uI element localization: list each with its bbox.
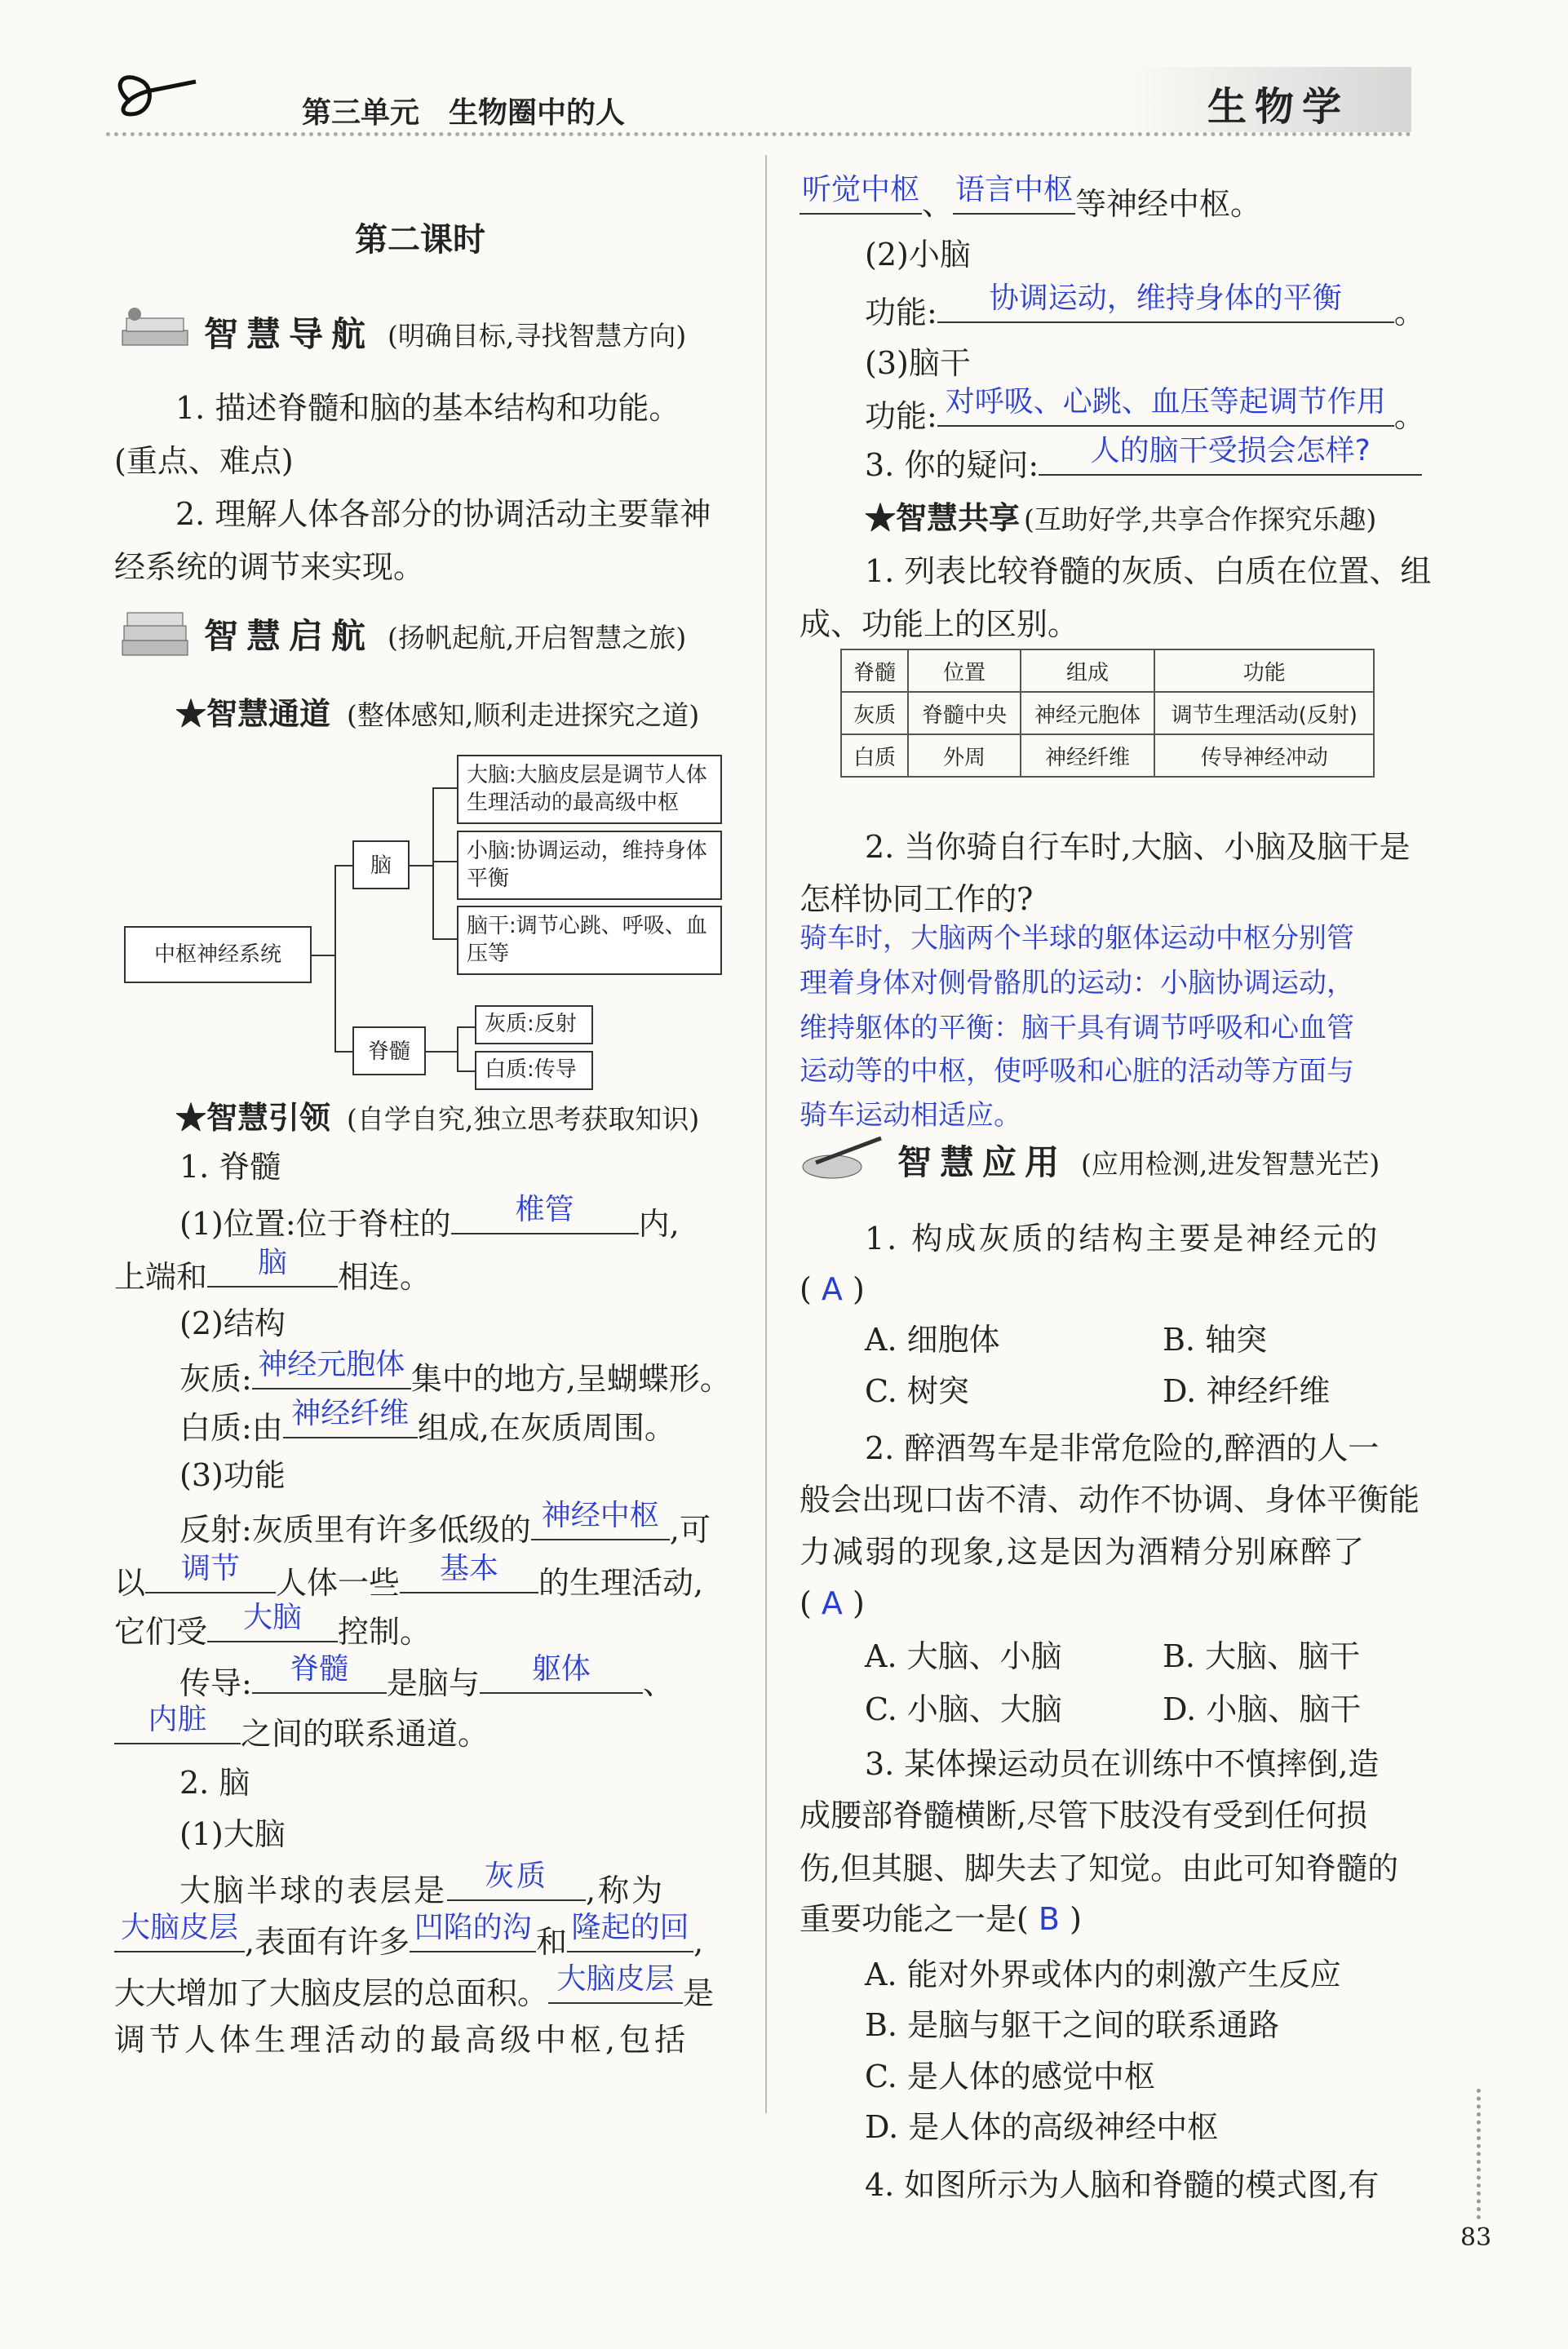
a3-stem-3: 伤,但其腿、脚失去了知觉。由此可知脊髓的 [800,1850,1399,1886]
a1-option-a[interactable]: A. 细胞体 [865,1322,1000,1358]
answer-gray-matter: 灰质 [485,1859,549,1893]
a3-option-d[interactable]: D. 是人体的高级神经中枢 [865,2109,1219,2145]
guide-subtitle: (自学自究,独立思考获取知识) [347,1103,700,1135]
diagram-connector [312,955,336,956]
q2-answer-1: 骑车时，大脑两个半球的躯体运动中枢分别管 [800,922,1354,955]
answer-gyri: 隆起的回 [571,1911,689,1944]
answer-cerebellum-fn: 协调运动，维持身体的平衡 [989,281,1342,315]
pen-icon [800,1134,889,1186]
diagram-connector [410,865,434,866]
a4-stem: 4. 如图所示为人脑和脊髓的模式图,有 [865,2167,1380,2203]
table-cell: 外周 [908,734,1020,777]
diagram-connector [432,861,457,862]
answer-spinal-cord: 脊髓 [290,1652,349,1686]
share-q1a: 1. 列表比较脊髓的灰质、白质在位置、组 [865,553,1432,589]
table-cell: 灰质 [841,692,908,734]
a2-stem-2: 般会出现口齿不清、动作不协调、身体平衡能 [800,1482,1420,1518]
a1-option-b[interactable]: B. 轴突 [1163,1322,1268,1358]
a2-answer-line: ( A ) [800,1585,865,1621]
share-q1b: 成、功能上的区别。 [800,606,1079,642]
a2-stem-1: 2. 醉酒驾车是非常危险的,醉酒的人一 [865,1430,1380,1466]
doubt: 3. 你的疑问: 人的脑干受损会怎样? [865,437,1422,490]
lesson-title: 第二课时 [355,220,485,259]
diagram-spinal: 脊髓 [352,1026,426,1075]
goal-1b: (重点、难点) [114,443,294,479]
diagram-connector [432,787,434,938]
diagram-connector [457,1026,458,1071]
header-divider [106,132,1411,136]
table-cell: 脊髓 [841,649,908,692]
a1-answer: A [821,1271,843,1307]
q2-answer-3: 维持躯体的平衡：脑干具有调节呼吸和心血管 [800,1012,1354,1044]
answer-cell-body: 神经元胞体 [258,1348,405,1381]
answer-cerebrum: 大脑 [243,1601,303,1634]
apply-title: 智慧应用 [897,1142,1068,1182]
share-q2b: 怎样协同工作的? [800,881,1034,917]
a1-option-c[interactable]: C. 树突 [865,1373,969,1409]
a2-option-c[interactable]: C. 小脑、大脑 [865,1691,1062,1727]
s1-position-2: 上端和 脑 相连。 [114,1248,431,1301]
header-unit: 第三单元 生物圈中的人 [302,96,626,130]
answer-cortex: 大脑皮层 [120,1911,238,1944]
answer-basic: 基本 [440,1552,499,1585]
table-cell: 位置 [908,649,1020,692]
header-logo [106,69,204,130]
cerebrum-4: 调节人体生理活动的最高级中枢,包括 [114,2022,690,2058]
table-cell: 脊髓中央 [908,692,1020,734]
guide-title: ★智慧引领 [175,1099,331,1136]
a3-option-a[interactable]: A. 能对外界或体内的刺激产生反应 [865,1957,1341,1992]
table-row [841,692,1374,734]
cerebrum-1: 大脑半球的表层是 灰质 ,称为 [179,1862,665,1915]
table-cell: 神经纤维 [1021,734,1155,777]
a3-stem-2: 成腰部脊髓横断,尽管下肢没有受到任何损 [800,1797,1368,1833]
cerebrum-2: 大脑皮层 ,表面有许多 凹陷的沟 和 隆起的回 , [114,1913,703,1966]
table-cell: 传导神经冲动 [1154,734,1374,777]
channel-title: ★智慧通道 [175,695,331,732]
book-icon [114,306,196,366]
q2-answer-4: 运动等的中枢，使呼吸和心脏的活动等方面与 [800,1055,1354,1088]
table-cell: 调节生理活动(反射) [1154,692,1374,734]
answer-sulci: 凹陷的沟 [414,1911,532,1944]
a3-stem-4: 重要功能之一是( B ) [800,1901,1082,1937]
r-centers: 听觉中枢 、 语言中枢 等神经中枢。 [800,175,1261,228]
a3-option-b[interactable]: B. 是脑与躯干之间的联系通路 [865,2007,1280,2043]
page-edge-dots [1477,2089,1481,2219]
answer-auditory: 听觉中枢 [801,173,919,206]
conduct-2: 内脏 之间的联系通道。 [114,1705,489,1758]
diagram-white: 白质:传导 [475,1051,593,1090]
books-icon [114,608,196,668]
apply-subtitle: (应用检测,进发智慧光芒) [1081,1148,1380,1180]
answer-language: 语言中枢 [955,173,1074,206]
reflex-3: 它们受 大脑 控制。 [114,1603,431,1656]
a1-option-d[interactable]: D. 神经纤维 [1163,1373,1331,1409]
diagram-gray: 灰质:反射 [475,1005,593,1044]
a2-option-a[interactable]: A. 大脑、小脑 [865,1638,1062,1674]
page-number: 83 [1460,2223,1492,2252]
conduct-1: 传导: 脊髓 是脑与 躯体 、 [179,1655,674,1708]
answer-body: 躯体 [531,1652,591,1686]
answer-cortex-2: 大脑皮层 [556,1962,675,1996]
cerebellum-function: 功能: 协调运动，维持身体的平衡 。 [865,284,1425,337]
table-cell: 功能 [1154,649,1374,692]
table-row [841,734,1374,777]
diagram-root: 中枢神经系统 [124,926,312,983]
s1-structure: (2)结构 [179,1305,286,1341]
q2-answer-2: 理着身体对侧骨骼肌的运动：小脑协调运动， [800,967,1354,999]
brainstem-title: (3)脑干 [865,345,971,381]
table-cell: 白质 [841,734,908,777]
channel-subtitle: (整体感知,顺利走进探究之道) [347,699,700,731]
s1-function: (3)功能 [179,1457,286,1493]
answer-viscera: 内脏 [148,1703,207,1736]
s1: 1. 脊髓 [179,1149,281,1185]
diagram-connector [457,1070,475,1072]
header-subject: 生物学 [1207,84,1350,130]
launch-title: 智慧启航 [204,616,374,656]
goal-1a: 1. 描述脊髓和脑的基本结构和功能。 [175,390,680,426]
cerebellum-title: (2)小脑 [865,237,971,273]
reflex-2: 以 调节 人体一些 基本 的生理活动, [114,1554,703,1607]
table-cell: 神经元胞体 [1021,692,1155,734]
gray-matter: 灰质: 神经元胞体 集中的地方,呈蝴蝶形。 [179,1350,731,1403]
column-divider [765,155,767,2113]
comparison-table [840,649,1375,778]
launch-subtitle: (扬帆起航,开启智慧之旅) [388,622,687,654]
diagram-brain: 脑 [352,840,410,889]
nav-subtitle: (明确目标,寻找智慧方向) [388,320,687,352]
answer-nerve-center: 神经中枢 [541,1499,659,1532]
table-header-row [841,649,1374,692]
diagram-connector [334,865,336,1053]
answer-brain: 脑 [258,1246,288,1279]
diagram-connector [426,1051,458,1053]
a3-stem-1: 3. 某体操运动员在训练中不慎摔倒,造 [865,1746,1380,1782]
s2-cerebrum: (1)大脑 [179,1816,286,1852]
share-q2a: 2. 当你骑自行车时,大脑、小脑及脑干是 [865,829,1411,865]
a2-option-d[interactable]: D. 小脑、脑干 [1163,1691,1362,1727]
a2-answer: A [821,1585,843,1621]
goal-2b: 经系统的调节来实现。 [114,549,425,585]
diagram-connector [432,787,457,789]
a1-stem: 1. 构成灰质的结构主要是神经元的 [865,1221,1380,1256]
answer-regulate: 调节 [181,1552,241,1585]
share-subtitle: (互助好学,共享合作探究乐趣) [1024,503,1377,535]
goal-2a: 2. 理解人体各部分的协调活动主要靠神 [175,496,711,532]
a3-option-c[interactable]: C. 是人体的感觉中枢 [865,2059,1155,2094]
diagram-cerebellum: 小脑:协调运动，维持身体平衡 [457,831,722,900]
table-cell: 组成 [1021,649,1155,692]
diagram-connector [334,1051,352,1053]
a1-answer-line: ( A ) [800,1271,865,1307]
a2-option-b[interactable]: B. 大脑、脑干 [1163,1638,1361,1674]
answer-brainstem-fn: 对呼吸、心跳、血压等起调节作用 [945,385,1386,419]
answer-vertebral-canal: 椎管 [515,1193,574,1226]
s1-position: (1)位置:位于脊柱的 椎管 内, [179,1195,680,1248]
answer-nerve-fiber: 神经纤维 [291,1397,410,1430]
share-title: ★智慧共享 [865,499,1021,536]
brainstem-function: 功能: 对呼吸、心跳、血压等起调节作用 。 [865,388,1425,441]
s2: 2. 脑 [179,1765,250,1801]
diagram-cerebrum: 大脑:大脑皮层是调节人体生理活动的最高级中枢 [457,755,722,824]
diagram-brainstem: 脑干:调节心跳、呼吸、血压等 [457,906,722,975]
diagram-connector [334,865,352,866]
nav-title: 智慧导航 [204,314,374,354]
diagram-connector [457,1026,475,1028]
cerebrum-3: 大大增加了大脑皮层的总面积。 大脑皮层 是 [114,1965,714,2018]
white-matter: 白质:由 神经纤维 组成,在灰质周围。 [179,1399,675,1452]
a2-stem-3: 力减弱的现象,这是因为酒精分别麻醉了 [800,1534,1366,1570]
a3-answer: B [1038,1901,1060,1937]
q2-answer-5: 骑车运动相适应。 [800,1099,1021,1132]
answer-doubt: 人的脑干受损会怎样? [1090,434,1371,468]
diagram-connector [432,938,457,940]
reflex-1: 反射:灰质里有许多低级的 神经中枢 ,可 [179,1501,711,1554]
